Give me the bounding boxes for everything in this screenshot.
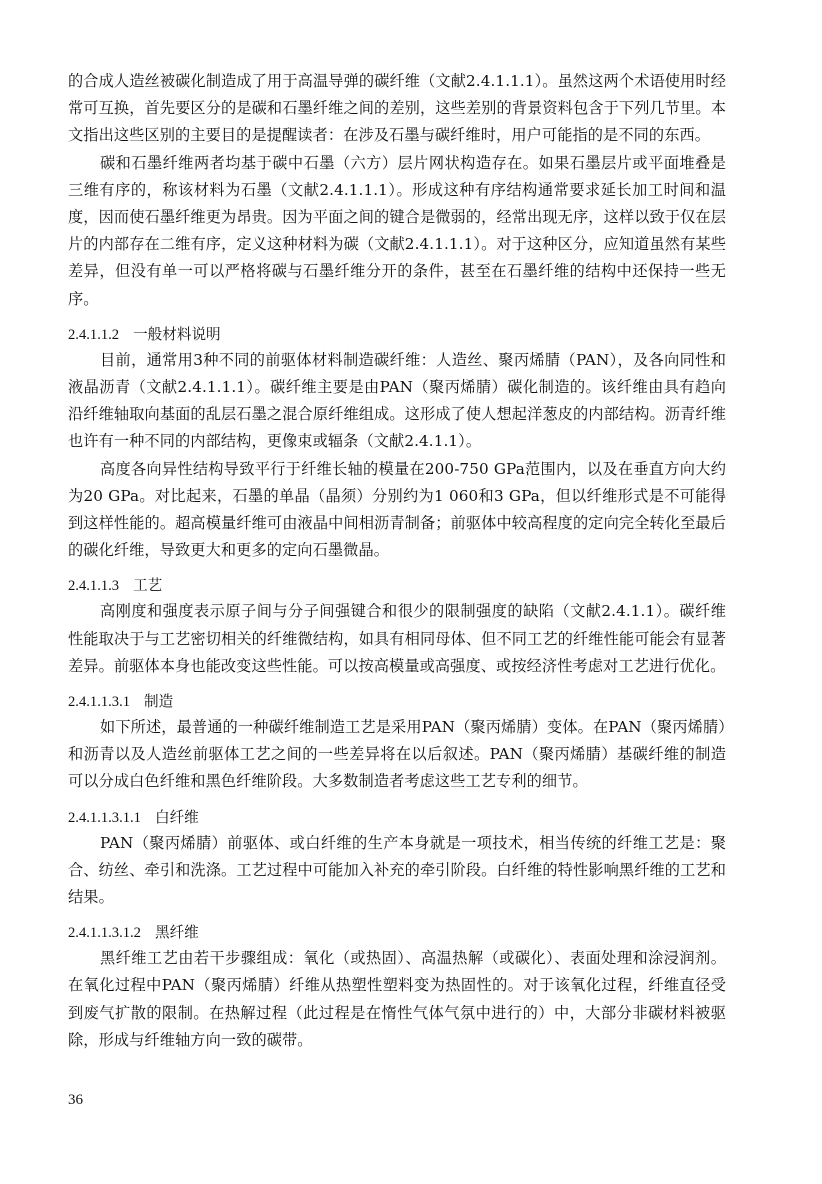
section-title: 白纤维 [154,808,199,826]
section-number: 2.4.1.1.3.1.2 [68,925,141,942]
section-heading-general-material [68,323,726,347]
section-title: 一般材料说明 [133,325,221,343]
section-number: 2.4.1.1.2 [68,326,120,343]
paragraph-precursor-materials: 目前，通常用3种不同的前驱体材料制造碳纤维：人造丝、聚丙烯腈（PAN），及各向同性和液晶沥青（文献2.4.1.1.1）。碳纤维主要是由PAN（聚丙烯腈）碳化制造的。该纤维由具有趋向沿纤维轴取向基面的乱层石墨之混合原纤维组成。这形成了使人想起洋葱皮的内部结构。沥青纤维也许有一种不同的内部结构，更像束或辐条（文献2.4.1.1）。 [68,350,726,451]
paragraph-process-properties: 高刚度和强度表示原子间与分子间强键合和很少的限制强度的缺陷（文献2.4.1.1）。碳纤维性能取决于与工艺密切相关的纤维微结构，如具有相同母体、但不同工艺的纤维性能可能会有显著差异。前驱体本身也能改变这些性能。可以按高模量或高强度、或按经济性考虑对工艺进行优化。 [68,602,726,675]
section-title: 黑纤维 [154,924,199,942]
section-heading-black-fiber [68,921,726,945]
section-number: 2.4.1.1.3.1 [68,694,131,711]
section-title: 制造 [144,693,174,711]
paragraph-anisotropic-modulus: 高度各向异性结构导致平行于纤维长轴的模量在200-750 GPa范围内，以及在垂直方向大约为20 GPa。对比起来，石墨的单晶（晶须）分别约为1 060和3 GPa，但以纤维形式是不可能得到这样性能的。超高模量纤维可由液晶中间相沥青制备；前驱体中较高程度的定向完全转化至最后的碳化纤维，导致更大和更多的定向石墨微晶。 [68,459,726,560]
section-number: 2.4.1.1.3.1.1 [68,809,141,826]
paragraph-carbon-graphite-structure: 碳和石墨纤维两者均基于碳中石墨（六方）层片网状构造存在。如果石墨层片或平面堆叠是三维有序的，称该材料为石墨（文献2.4.1.1.1）。形成这种有序结构通常要求延长加工时间和温度，因而使石墨纤维更为昂贵。因为平面之间的键合是微弱的，经常出现无序，这样以致于仅在层片的内部存在二维有序，定义这种材料为碳（文献2.4.1.1.1）。对于这种区分，应知道虽然有某些差异，但没有单一可以严格将碳与石墨纤维分开的条件，甚至在石墨纤维的结构中还保持一些无序。 [68,153,726,308]
paragraph-white-fiber: PAN（聚丙烯腈）前驱体、或白纤维的生产本身就是一项技术，相当传统的纤维工艺是：聚合、纺丝、牵引和洗涤。工艺过程中可能加入补充的牵引阶段。白纤维的特性影响黑纤维的工艺和结果。 [68,833,726,907]
section-heading-process [68,574,726,598]
section-title: 工艺 [133,577,163,595]
page-number: 36 [68,1092,83,1108]
section-number: 2.4.1.1.3 [68,578,120,595]
paragraph-carbon-graphite-intro: 的合成人造丝被碳化制造成了用于高温导弹的碳纤维（文献2.4.1.1.1）。虽然这两个术语使用时经常可互换，首先要区分的是碳和石墨纤维之间的差别，这些差别的背景资料包含于下列几节里。本文指出这些区别的主要目的是提醒读者：在涉及石墨与碳纤维时，用户可能指的是不同的东西。 [68,72,726,145]
paragraph-manufacturing: 如下所述，最普通的一种碳纤维制造工艺是采用PAN（聚丙烯腈）变体。在PAN（聚丙烯腈）和沥青以及人造丝前驱体工艺之间的一些差异将在以后叙述。PAN（聚丙烯腈）基碳纤维的制造可以分成白色纤维和黑色纤维阶段。大多数制造者考虑这些工艺专利的细节。 [68,718,726,791]
paragraph-black-fiber: 黑纤维工艺由若干步骤组成：氧化（或热固）、高温热解（或碳化）、表面处理和涂浸润剂。在氧化过程中PAN（聚丙烯腈）纤维从热塑性塑料变为热固性的。对于该氧化过程，纤维直径受到废气扩散的限制。在热解过程（此过程是在惰性气体气氛中进行的）中，大部分非碳材料被驱除，形成与纤维轴方向一致的碳带。 [68,949,726,1049]
document-page [68,68,726,1054]
section-heading-white-fiber [68,806,726,830]
section-heading-manufacturing [68,690,726,714]
